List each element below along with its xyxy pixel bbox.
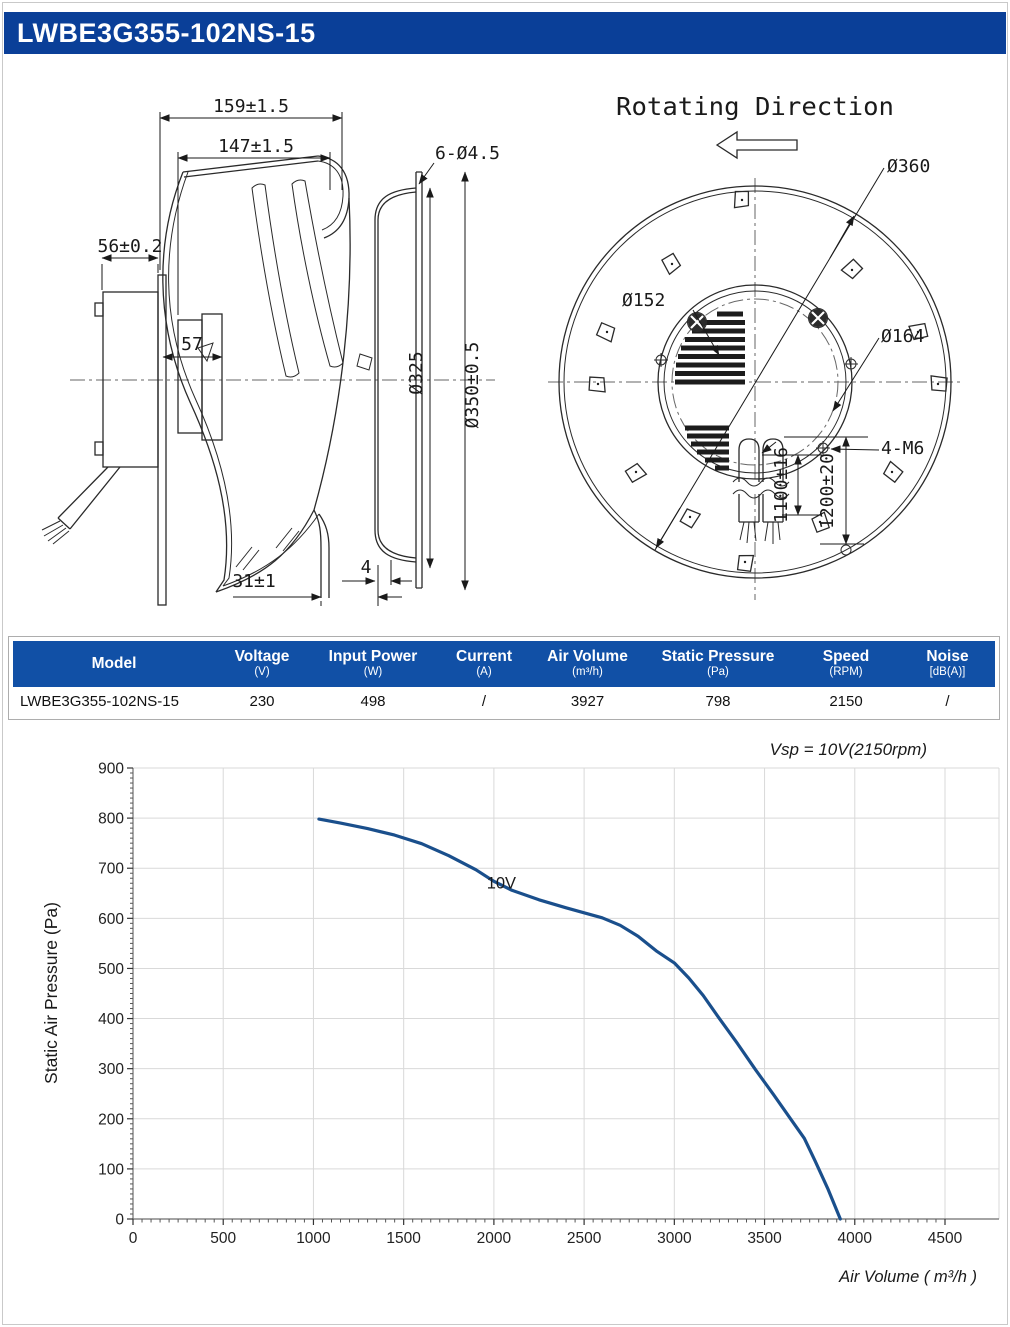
fan-section-outline xyxy=(42,156,495,605)
spec-table-header xyxy=(13,641,995,687)
svg-text:4500: 4500 xyxy=(927,1230,963,1247)
cell-current: / xyxy=(481,692,487,710)
side-view-drawing xyxy=(20,70,520,630)
dim-label-56: 56±0.2 xyxy=(97,236,163,257)
cell-static-pressure: 798 xyxy=(705,692,731,710)
model-banner xyxy=(4,12,1006,54)
chart-grid xyxy=(133,768,999,1219)
svg-text:0: 0 xyxy=(128,1230,138,1247)
svg-text:100: 100 xyxy=(98,1161,124,1179)
svg-text:2000: 2000 xyxy=(476,1230,512,1247)
spec-table xyxy=(8,636,1000,720)
front-view-drawing xyxy=(530,70,1010,630)
vsp-label: Vsp = 10V(2150rpm) xyxy=(769,740,927,759)
header-noise: Noise [dB(A)] xyxy=(926,648,969,679)
chart-ticks xyxy=(127,768,945,1225)
svg-text:500: 500 xyxy=(98,960,124,978)
header-model: Model xyxy=(91,655,137,673)
cell-voltage: 230 xyxy=(249,692,275,710)
header-current: Current (A) xyxy=(456,648,512,679)
header-speed: Speed (RPM) xyxy=(822,648,870,679)
dim-label-d152: Ø152 xyxy=(622,290,666,311)
svg-text:4000: 4000 xyxy=(837,1230,873,1247)
svg-text:700: 700 xyxy=(98,860,124,878)
x-axis-title: Air Volume ( m³/h ) xyxy=(839,1268,977,1286)
svg-text:3500: 3500 xyxy=(747,1230,782,1247)
performance-chart xyxy=(0,725,1010,1325)
dim-label-d360: Ø360 xyxy=(887,156,931,177)
svg-text:600: 600 xyxy=(98,910,124,928)
screw-icon xyxy=(809,309,828,328)
svg-text:300: 300 xyxy=(98,1061,124,1079)
svg-text:200: 200 xyxy=(98,1111,124,1129)
header-input-power: Input Power (W) xyxy=(328,648,418,679)
model-title: LWBE3G355-102NS-15 xyxy=(17,18,316,48)
cell-air-volume: 3927 xyxy=(570,692,605,710)
dim-label-31: 31±1 xyxy=(232,571,276,592)
svg-text:2500: 2500 xyxy=(566,1230,602,1247)
chart-tick-labels xyxy=(98,761,962,1248)
dim-label-holes: 6-Ø4.5 xyxy=(435,143,501,164)
svg-text:800: 800 xyxy=(98,810,124,828)
svg-text:1000: 1000 xyxy=(296,1230,331,1247)
svg-text:0: 0 xyxy=(115,1211,124,1229)
rotating-direction-title: Rotating Direction xyxy=(616,92,894,121)
svg-text:400: 400 xyxy=(98,1011,124,1029)
dim-label-d164: Ø164 xyxy=(881,326,925,347)
cell-model: LWBE3G355-102NS-15 xyxy=(20,692,179,710)
dim-label-1200: 1200±20 xyxy=(817,453,838,529)
spec-table-row xyxy=(13,687,995,715)
dim-label-159: 159±1.5 xyxy=(213,96,289,117)
dim-label-d325: Ø325 xyxy=(406,351,427,395)
svg-text:1500: 1500 xyxy=(386,1230,421,1247)
svg-text:900: 900 xyxy=(98,760,124,778)
dim-label-147: 147±1.5 xyxy=(218,136,294,157)
dim-label-4: 4 xyxy=(360,557,372,578)
dim-label-1100: 1100±16 xyxy=(771,447,792,523)
svg-text:3000: 3000 xyxy=(657,1230,692,1247)
header-air-volume: Air Volume (m³/h) xyxy=(547,648,628,679)
dim-label-d350: Ø350±0.5 xyxy=(462,341,483,429)
heatsink-fins xyxy=(675,312,745,471)
cell-input-power: 498 xyxy=(360,692,386,710)
cell-noise: / xyxy=(945,692,950,710)
header-voltage: Voltage (V) xyxy=(234,648,290,679)
svg-text:500: 500 xyxy=(210,1230,237,1247)
cell-speed: 2150 xyxy=(829,692,863,710)
front-view-outline xyxy=(548,178,962,600)
curve-annotation: 10V xyxy=(486,874,517,893)
y-axis-title: Static Air Pressure (Pa) xyxy=(41,902,61,1084)
dim-label-4m6: 4-M6 xyxy=(881,438,925,459)
rotation-arrow-icon xyxy=(717,132,797,158)
header-static-pressure: Static Pressure (Pa) xyxy=(661,648,775,679)
dim-label-57: 57 xyxy=(181,334,203,355)
